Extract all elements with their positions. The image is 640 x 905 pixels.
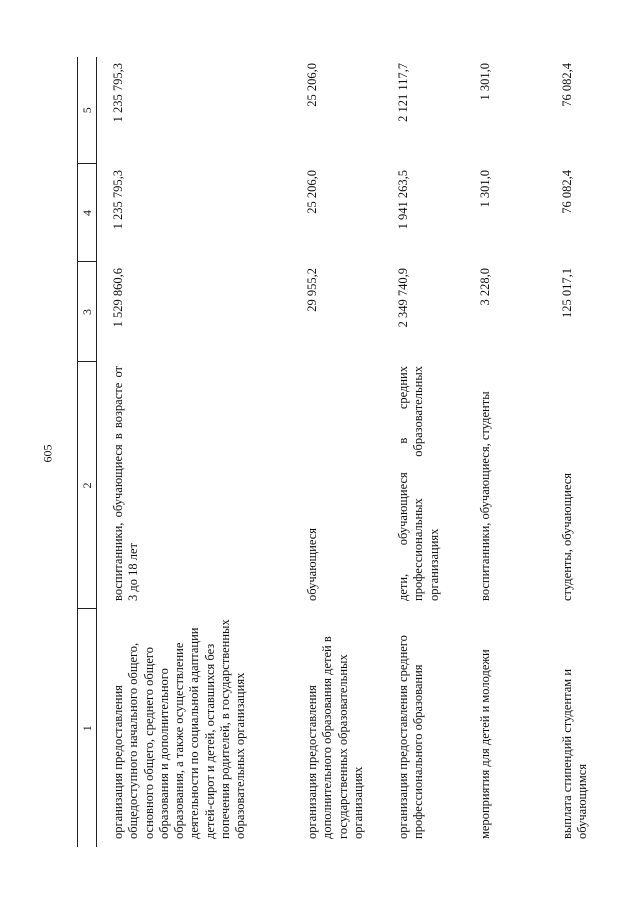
cell-value-col4: 1 301,0	[478, 170, 492, 208]
header-col-2: 2	[78, 362, 97, 609]
table-row	[97, 57, 292, 847]
cell-value-col4: 1 235 795,3	[111, 170, 125, 230]
rotated-table-container	[77, 57, 590, 847]
cell-purpose: организация предоставления общедоступного начального общего, основного общего, среднего общего образования и дополнительного образования, а также осуществление деятельности по социальной адаптации детей-сирот и детей, оставшихся без попечения родителей, в государственных образовательных организациях	[111, 619, 247, 839]
cell-recipients: воспитанники, обучающиеся, студенты	[478, 391, 492, 601]
table-row	[382, 57, 464, 847]
cell-value-col4: 1 941 263,5	[396, 170, 410, 230]
table-row	[291, 57, 382, 847]
cell-value-col4: 25 206,0	[305, 170, 319, 214]
cell-value-col5: 2 121 117,7	[396, 63, 410, 122]
cell-value-col5: 76 082,4	[560, 63, 574, 107]
cell-purpose: организация предоставления среднего профессионального образования	[396, 635, 426, 839]
cell-value-col5: 25 206,0	[305, 63, 319, 107]
cell-value-col5: 1 301,0	[478, 63, 492, 101]
cell-purpose: мероприятия для детей и молодежи	[478, 649, 492, 839]
cell-value-col3: 1 529 860,6	[111, 268, 125, 328]
table-body	[97, 57, 611, 847]
cell-purpose: организация предоставления дополнительного образования детей в государственных образовательных организациях	[305, 636, 365, 839]
table-row	[464, 57, 546, 847]
cell-recipients: обучающиеся	[305, 527, 319, 601]
cell-value-col3: 2 349 740,9	[396, 268, 410, 328]
cell-recipients: студенты, обучающиеся	[560, 472, 574, 601]
cell-value-col5: 1 235 795,3	[111, 63, 125, 123]
cell-value-col3: 125 017,1	[560, 268, 574, 318]
cell-recipients: воспитанники, обучающиеся в возрасте от 3 до 18 лет	[111, 366, 141, 601]
cell-recipients: дети, обучающиеся в средних профессиональных образовательных организациях	[396, 366, 441, 601]
header-col-4: 4	[78, 164, 97, 262]
header-col-3: 3	[78, 262, 97, 362]
cell-purpose: выплата стипендий студентам и обучающимся	[560, 668, 590, 839]
cell-value-col3: 3 228,0	[478, 268, 492, 306]
budget-table	[77, 57, 610, 847]
header-row	[78, 57, 97, 847]
header-col-1: 1	[78, 609, 97, 847]
page-number: 605	[40, 444, 55, 463]
header-col-5: 5	[78, 57, 97, 164]
cell-value-col3: 29 955,2	[305, 268, 319, 312]
table-row	[546, 57, 610, 847]
rotated-table-frame	[77, 57, 590, 847]
table-header	[78, 57, 97, 847]
cell-value-col4: 76 082,4	[560, 170, 574, 214]
